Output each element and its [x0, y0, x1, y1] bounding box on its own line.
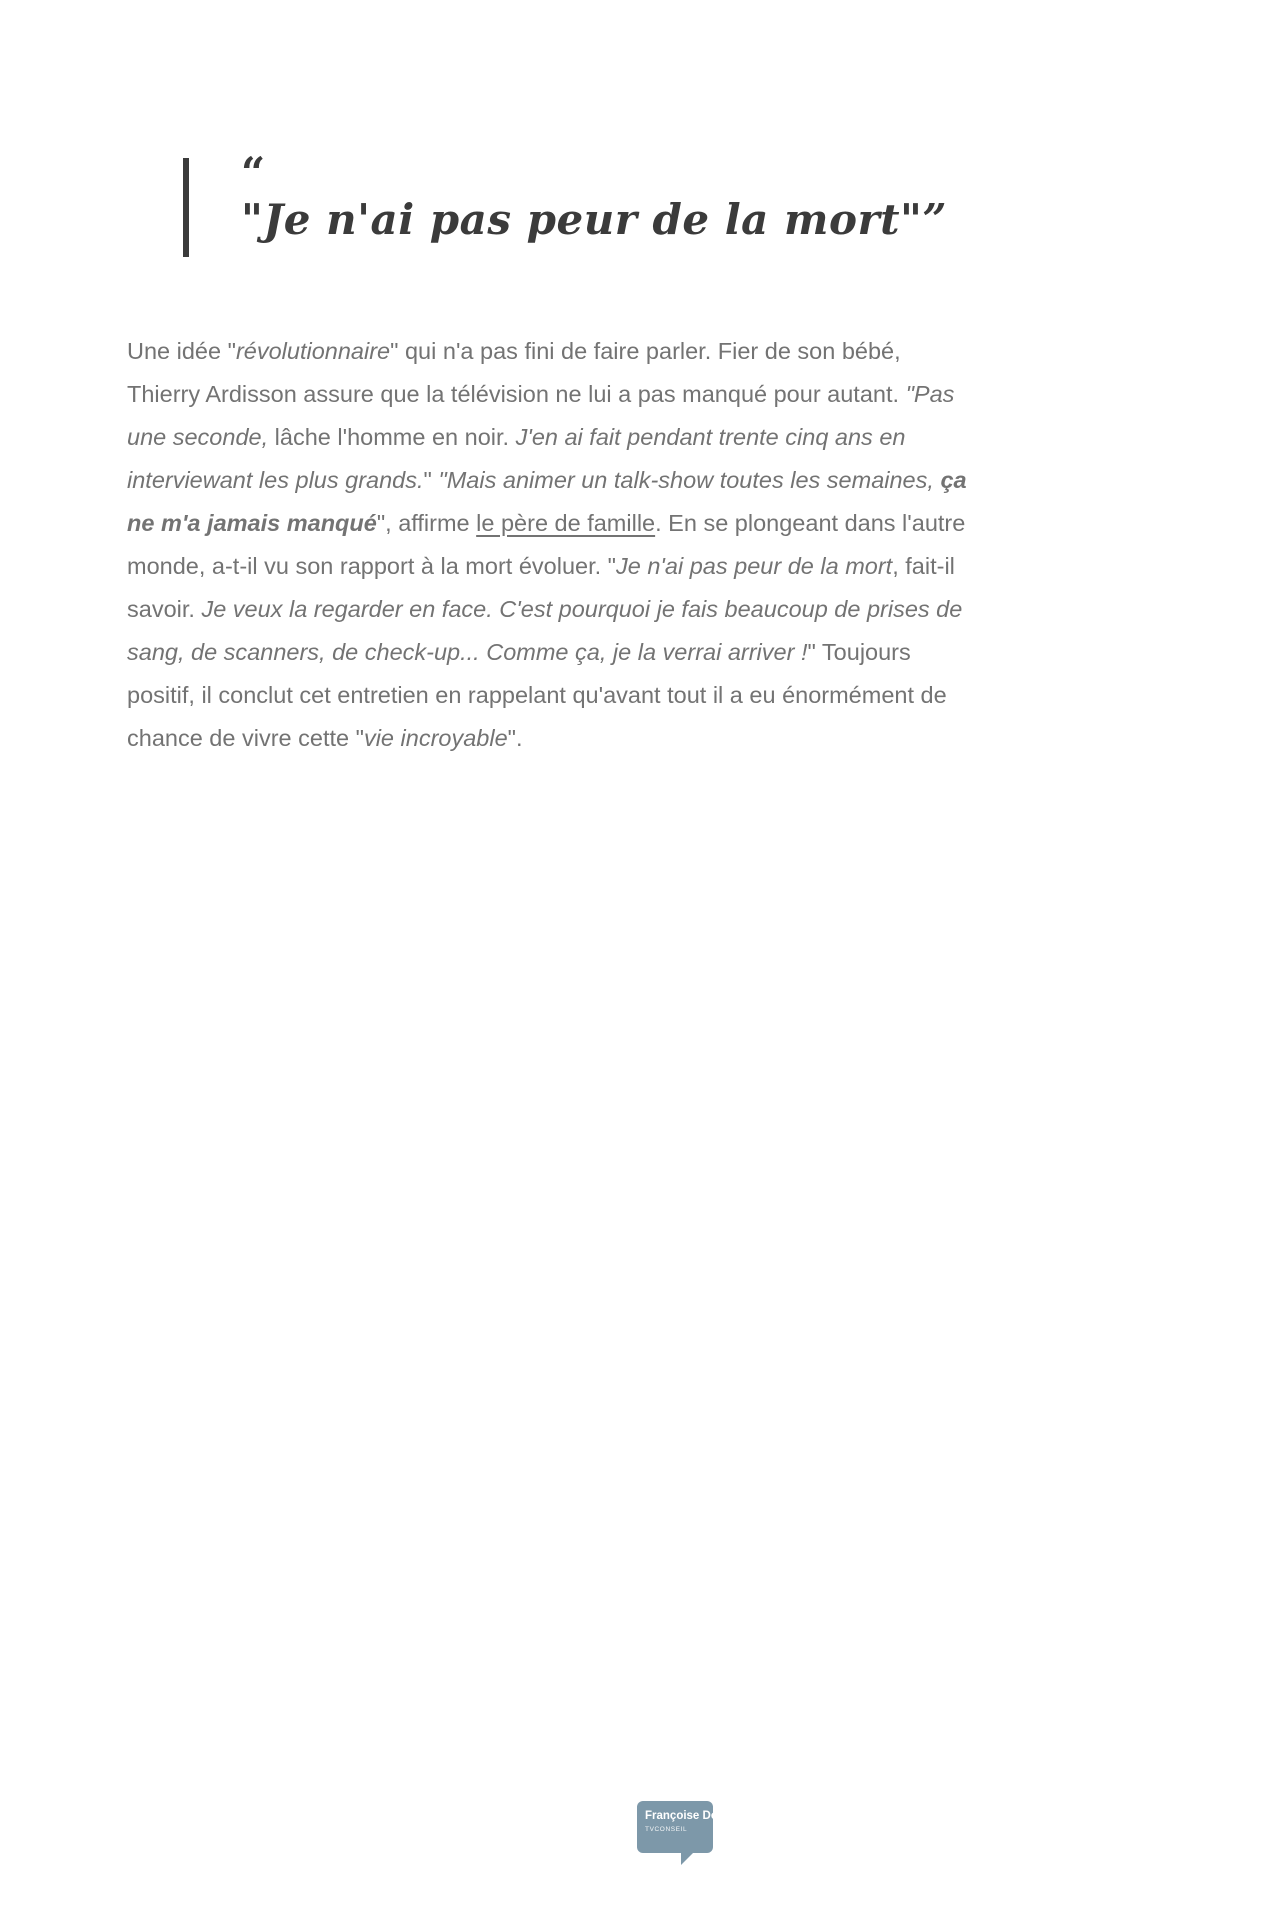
text-run: lâche l'homme en noir. — [268, 423, 516, 450]
logo-subtitle: TVCONSEIL — [645, 1826, 688, 1833]
text-run: vie incroyable — [363, 724, 508, 751]
tvconseil-logo — [637, 1801, 732, 1853]
text-run: " qui n'a pas fini de faire parler. Fier de son bébé, Thierry Ardisson assure que la télévision ne lui a pas manqué pour autant. — [127, 337, 906, 407]
text-run: Je n'ai pas peur de la mort — [616, 552, 893, 579]
text-run: Une idée " — [127, 337, 236, 364]
logo-author-name: Françoise Doux — [645, 1810, 732, 1822]
open-quote-icon: “ — [241, 148, 266, 197]
text-run: " Toujours positif, il conclut cet entretien en rappelant qu'avant tout il a eu énormément de chance de vivre cette " — [127, 638, 947, 751]
text-run: Je veux la regarder en face. C'est pourquoi je fais beaucoup de prises de sang, de scanners, de check-up... Comme ça, je la verrai arriver ! — [127, 595, 963, 665]
text-run: révolutionnaire — [235, 337, 391, 364]
text-run: , fait-il savoir. — [127, 552, 955, 622]
text-run: ". — [507, 724, 523, 751]
article-paragraph — [127, 330, 979, 760]
pull-quote-block — [183, 148, 948, 257]
inline-link[interactable]: le père de famille — [476, 509, 656, 536]
text-run: "Mais animer un talk-show toutes les semaines, — [438, 466, 941, 493]
text-run: ça ne m'a jamais manqué — [127, 466, 967, 536]
text-run: ", affirme — [376, 509, 477, 536]
text-run: J'en ai fait pendant trente cinq ans en interviewant les plus grands. — [127, 423, 906, 493]
text-run: "Pas une seconde, — [127, 380, 955, 450]
text-run: " — [423, 466, 439, 493]
quote-heading: "Je n'ai pas peur de la mort"” — [241, 195, 948, 244]
text-run: . En se plongeant dans l'autre monde, a-t-il vu son rapport à la mort évoluer. " — [127, 509, 966, 579]
